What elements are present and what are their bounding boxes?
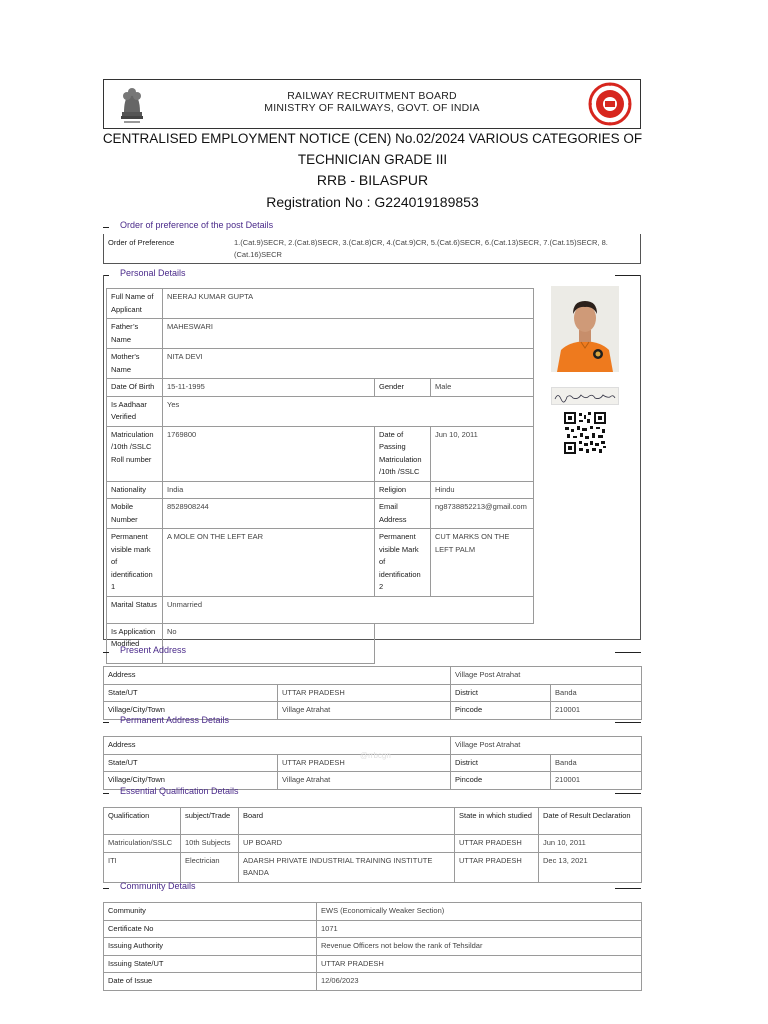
village-label: Village/City/Town [104,772,278,790]
section-title: Order of preference of the post Details [120,220,274,230]
header-box [103,79,641,129]
village-value: Village Atrahat [278,702,451,720]
marital-status-value: Unmarried [163,596,534,623]
qualification-table [103,807,642,883]
table-cell: UTTAR PRADESH [455,835,539,853]
pass-date-label: Date of Passing Matriculation /10th /SSLC [375,426,431,481]
village-value: Village Atrahat [278,772,451,790]
section-title: Essential Qualification Details [120,786,239,796]
mark1-value: A MOLE ON THE LEFT EAR [163,529,375,597]
pincode-label: Pincode [451,772,551,790]
registration-number: Registration No : G224019189853 [266,194,479,210]
present-address-table [103,666,642,720]
pincode-value: 210001 [551,772,642,790]
table-cell: Jun 10, 2011 [539,835,642,853]
state-value: UTTAR PRADESH [278,754,451,772]
religion-label: Religion [375,481,431,499]
state-header: State in which studied [455,808,539,835]
mark1-label: Permanent visible mark of identification 1 [107,529,163,597]
signature-icon [552,388,618,404]
gender-label: Gender [375,379,431,397]
district-value: Banda [551,754,642,772]
marital-status-label: Marital Status [107,596,163,623]
table-cell: UTTAR PRADESH [455,852,539,882]
table-cell: Electrician [181,852,239,882]
full-name-label: Full Name of Applicant [107,289,163,319]
address-label: Address [104,667,451,685]
mother-name-value: NITA DEVI [163,349,534,379]
dob-value: 15-11-1995 [163,379,375,397]
mobile-label: Mobile Number [107,499,163,529]
table-cell: 10th Subjects [181,835,239,853]
district-label: District [451,754,551,772]
preference-section [103,220,641,264]
mark2-value: CUT MARKS ON THE LEFT PALM [431,529,534,597]
table-row [104,835,642,853]
address-value: Village Post Atrahat [451,667,642,685]
table-row [104,920,642,938]
board-header: Board [239,808,455,835]
religion-value: Hindu [431,481,534,499]
dob-label: Date Of Birth [107,379,163,397]
table-cell: Dec 13, 2021 [539,852,642,882]
applicant-photo-image [551,286,619,372]
father-name-value: MAHESWARI [163,319,534,349]
qualification-section [103,786,641,883]
board-name: RAILWAY RECRUITMENT BOARD [287,90,457,102]
permanent-address-table [103,736,642,790]
mark2-label: Permanent visible Mark of identification 2 [375,529,431,597]
personal-table [106,288,534,664]
address-label: Address [104,737,451,755]
modified-value: No [163,623,375,663]
state-label: State/UT [104,754,278,772]
table-cell: Certificate No [104,920,317,938]
table-row [104,938,642,956]
section-title: Permanent Address Details [120,715,230,725]
community-section [103,881,641,991]
table-cell: Community [104,903,317,921]
gender-value: Male [431,379,534,397]
table-cell: EWS (Economically Weaker Section) [317,903,642,921]
table-cell: ADARSH PRIVATE INDUSTRIAL TRAINING INSTITUTE BANDA [239,852,455,882]
address-value: Village Post Atrahat [451,737,642,755]
aadhaar-label: Is Aadhaar Verified [107,396,163,426]
indian-railways-logo-icon [588,82,632,126]
cen-title: CENTRALISED EMPLOYMENT NOTICE (CEN) No.02/2024 VARIOUS CATEGORIES OF [102,131,643,146]
qualification-header: Qualification [104,808,181,835]
table-row [104,973,642,991]
table-cell: Matriculation/SSLC [104,835,181,853]
nationality-value: India [163,481,375,499]
table-cell: 1071 [317,920,642,938]
aadhaar-value: Yes [163,396,534,426]
community-table [103,902,642,991]
pass-date-value: Jun 10, 2011 [431,426,534,481]
pincode-value: 210001 [551,702,642,720]
table-cell: Issuing State/UT [104,955,317,973]
section-title: Community Details [120,881,196,891]
table-cell: Issuing Authority [104,938,317,956]
personal-section [103,268,641,648]
table-cell: UTTAR PRADESH [317,955,642,973]
post-title: TECHNICIAN GRADE III [297,152,448,167]
email-label: Email Address [375,499,431,529]
mobile-value: 8528908244 [163,499,375,529]
modified-label: Is Application Modified [107,623,163,663]
table-cell: UP BOARD [239,835,455,853]
qr-code-icon [563,411,607,455]
subject-header: subject/Trade [181,808,239,835]
roll-number-value: 1769800 [163,426,375,481]
father-name-label: Father’s Name [107,319,163,349]
table-row [104,852,642,882]
rrb-name: RRB - BILASPUR [316,172,429,188]
preference-value: 1.(Cat.9)SECR, 2.(Cat.8)SECR, 3.(Cat.8)CR, 4.(Cat.9)CR, 5.(Cat.6)SECR, 6.(Cat.13)SECR, 7.(Cat.15)SECR, 8.(Cat.16)SECR [234,238,608,259]
table-cell: Revenue Officers not below the rank of Tehsildar [317,938,642,956]
roll-number-label: Matriculation /10th /SSLC Roll number [107,426,163,481]
mother-name-label: Mother's Name [107,349,163,379]
signature-image [551,387,619,405]
table-cell: ITI [104,852,181,882]
section-title: Present Address [120,645,187,655]
table-row [104,903,642,921]
table-row [104,955,642,973]
state-value: UTTAR PRADESH [278,684,451,702]
section-title: Personal Details [120,268,186,278]
table-cell: 12/06/2023 [317,973,642,991]
email-value: ng8738852213@gmail.com [431,499,534,529]
full-name-value: NEERAJ KUMAR GUPTA [163,289,534,319]
state-label: State/UT [104,684,278,702]
result-date-header: Date of Result Declaration [539,808,642,835]
table-cell: Date of Issue [104,973,317,991]
district-value: Banda [551,684,642,702]
pincode-label: Pincode [451,702,551,720]
district-label: District [451,684,551,702]
watermark: @rrbcgn [360,751,391,760]
ministry-name: MINISTRY OF RAILWAYS, GOVT. OF INDIA [264,102,480,114]
nationality-label: Nationality [107,481,163,499]
preference-label: Order of Preference [108,238,175,247]
applicant-photo [551,286,619,372]
present-address-section [103,645,641,720]
village-label: Village/City/Town [104,702,278,720]
